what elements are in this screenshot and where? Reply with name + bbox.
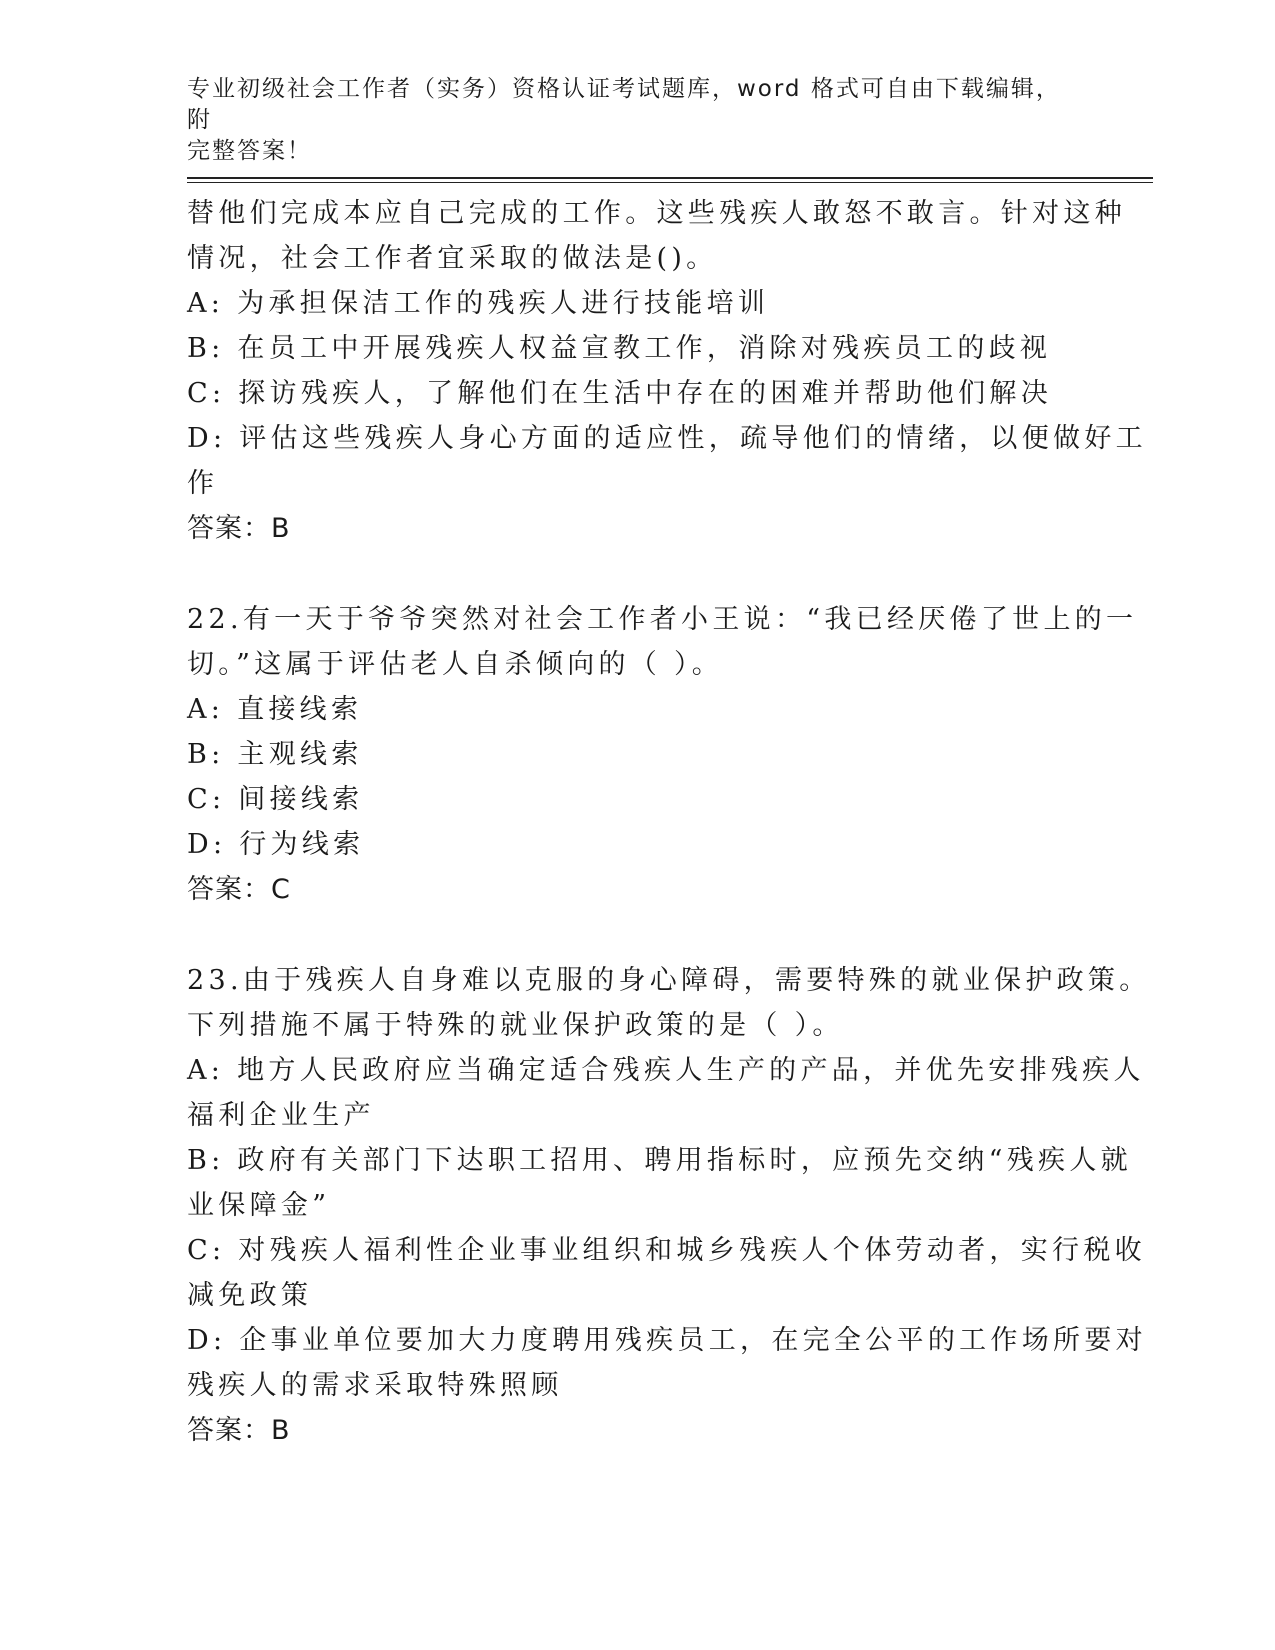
question-stem-line: 22.有一天于爷爷突然对社会工作者小王说：“我已经厌倦了世上的一 [187, 604, 1138, 635]
option-d: D: 行为线索 [187, 829, 365, 860]
option-d-continued: 残疾人的需求采取特殊照顾 [187, 1370, 563, 1401]
question-stem-line: 替他们完成本应自己完成的工作。这些残疾人敢怒不敢言。针对这种 [187, 198, 1126, 229]
option-a-continued: 福利企业生产 [187, 1100, 375, 1131]
option-a: A: 地方人民政府应当确定适合残疾人生产的产品，并优先安排残疾人 [187, 1055, 1145, 1086]
option-d-continued: 作 [187, 468, 219, 499]
header-divider-thick [187, 177, 1153, 179]
header-divider-thin [187, 182, 1153, 183]
option-a: A: 为承担保洁工作的残疾人进行技能培训 [187, 288, 770, 319]
option-c-continued: 减免政策 [187, 1280, 313, 1311]
answer-label: 答案：B [187, 1415, 291, 1446]
header-line-2: 完整答案！ [187, 138, 312, 164]
question-23 [187, 958, 1151, 1453]
question-stem-line: 23.由于残疾人自身难以克服的身心障碍，需要特殊的就业保护政策。 [187, 965, 1151, 996]
document-header [187, 74, 1067, 167]
question-21-continued [187, 191, 1147, 551]
option-b-continued: 业保障金” [187, 1190, 331, 1221]
option-d: D: 企事业单位要加大力度聘用残疾员工，在完全公平的工作场所要对 [187, 1325, 1147, 1356]
question-stem-line: 情况，社会工作者宜采取的做法是()。 [187, 243, 718, 274]
option-c: C: 间接线索 [187, 784, 364, 815]
answer-label: 答案：C [187, 874, 291, 905]
option-b: B: 主观线索 [187, 739, 363, 770]
question-stem-line: 下列措施不属于特殊的就业保护政策的是（ ）。 [187, 1010, 844, 1041]
option-c: C: 对残疾人福利性企业事业组织和城乡残疾人个体劳动者，实行税收 [187, 1235, 1146, 1266]
question-22 [187, 597, 1138, 912]
answer-label: 答案：B [187, 513, 291, 544]
option-c: C: 探访残疾人，了解他们在生活中存在的困难并帮助他们解决 [187, 378, 1053, 409]
option-d: D: 评估这些残疾人身心方面的适应性，疏导他们的情绪，以便做好工 [187, 423, 1147, 454]
header-line-1: 专业初级社会工作者（实务）资格认证考试题库，word 格式可自由下载编辑，附 [187, 76, 1061, 133]
option-a: A: 直接线索 [187, 694, 363, 725]
option-b: B: 在员工中开展残疾人权益宣教工作，消除对残疾员工的歧视 [187, 333, 1052, 364]
question-list [187, 191, 1151, 1453]
option-b: B: 政府有关部门下达职工招用、聘用指标时，应预先交纳“残疾人就 [187, 1145, 1132, 1176]
question-stem-line: 切。”这属于评估老人自杀倾向的（ ）。 [187, 649, 724, 680]
